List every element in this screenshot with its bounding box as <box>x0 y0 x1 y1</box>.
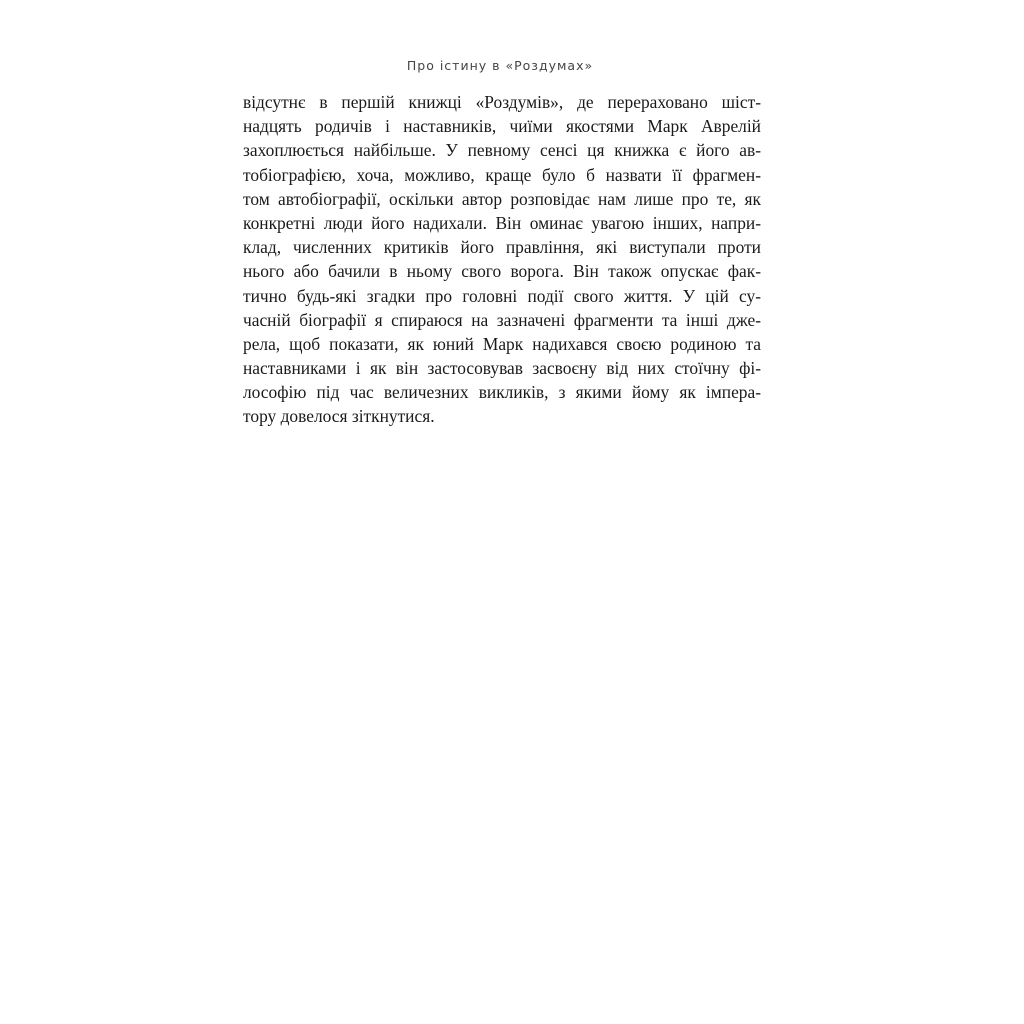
paragraph-line: часній біографії я спираюся на зазначені фрагменти та інші дже- <box>243 309 761 330</box>
paragraph-line: тобіографією, хоча, можливо, краще було б назвати її фрагмен- <box>243 164 761 185</box>
paragraph-line: захоплюється найбільше. У певному сенсі ця книжка є його ав- <box>243 140 761 161</box>
paragraph-line: рела, щоб показати, як юний Марк надихався своєю родиною та <box>243 333 761 354</box>
paragraph-line: відсутнє в першій книжці «Роздумів», де перераховано шіст- <box>243 92 761 112</box>
paragraph-line: надцять родичів і наставників, чиїми якостями Марк Аврелій <box>243 116 761 137</box>
paragraph-line: том автобіографії, оскільки автор розповідає нам лише про те, як <box>243 188 761 209</box>
paragraph-line: тично будь-які згадки про головні події свого життя. У цій су- <box>243 285 761 306</box>
running-head: Про істину в «Роздумах» <box>406 58 594 73</box>
paragraph-line: лософію під час величезних викликів, з якими йому як імпера- <box>243 382 761 403</box>
paragraph-line: клад, численних критиків його правління, які виступали проти <box>243 237 761 258</box>
paragraph-line: конкретні люди його надихали. Він оминає увагою інших, напри- <box>243 212 761 233</box>
paragraph-line: наставниками і як він застосовував засвоєну від них стоїчну фі- <box>243 358 761 379</box>
paragraph-line: нього або бачили в ньому свого ворога. Він також опускає фак- <box>243 261 761 282</box>
paragraph-line: тору довелося зіткнутися. <box>243 406 435 427</box>
body-paragraph <box>243 90 761 429</box>
